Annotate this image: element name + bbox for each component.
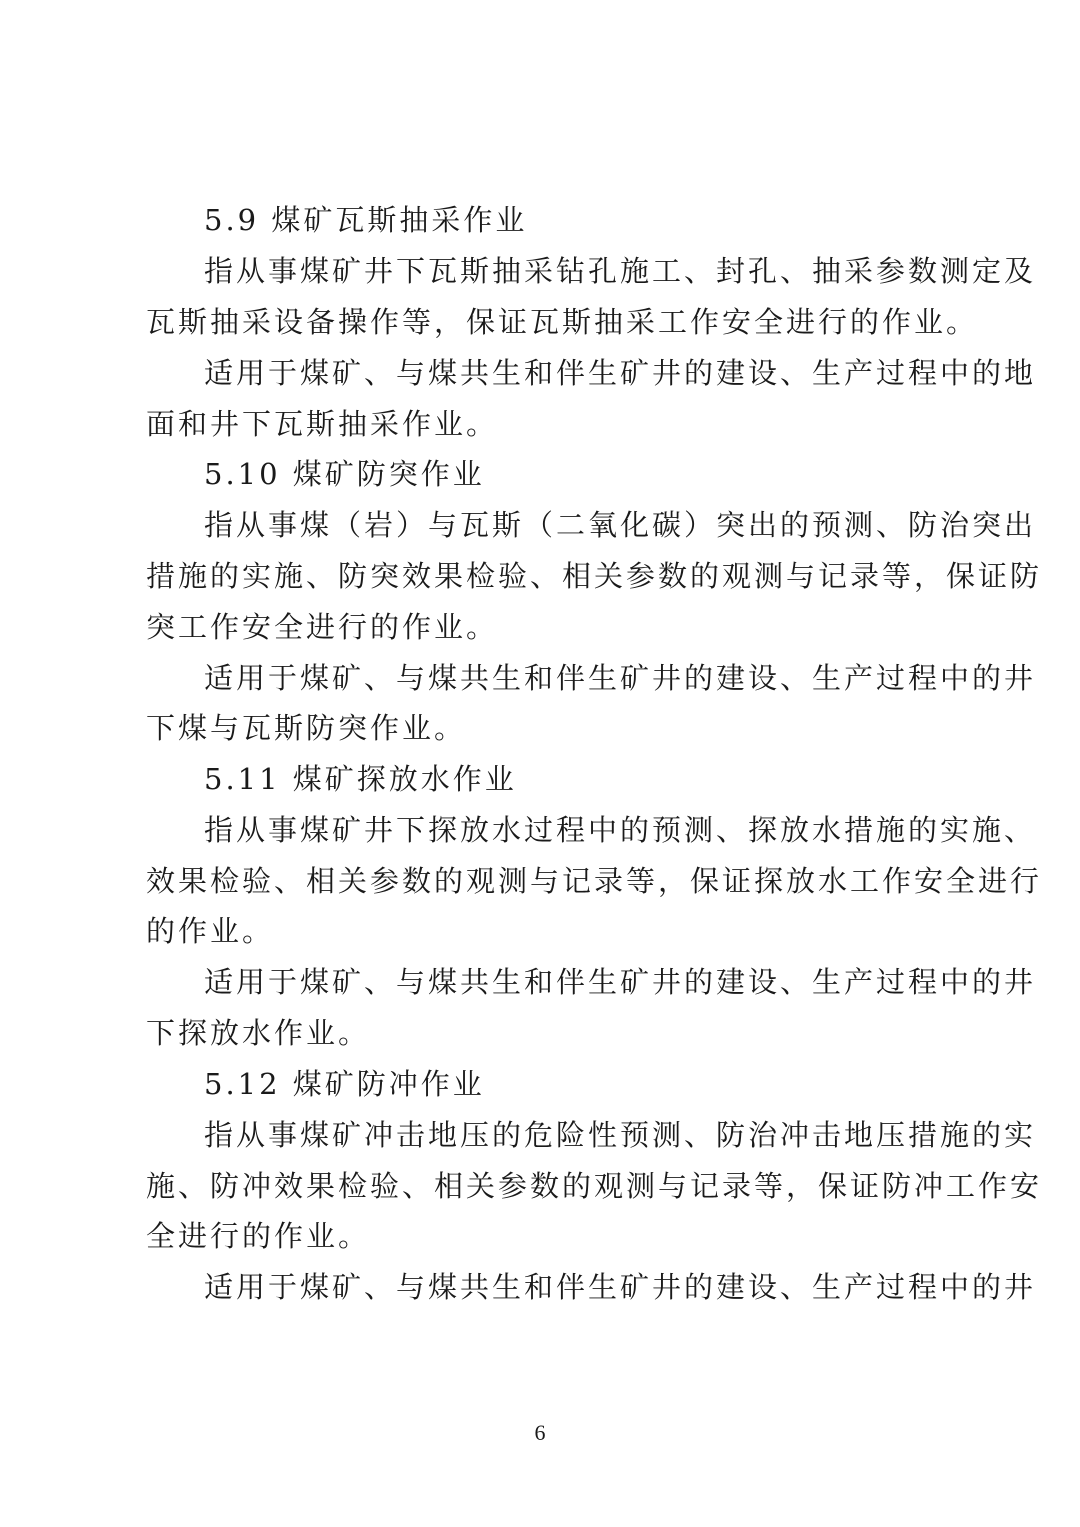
paragraph-line: 适用于煤矿、与煤共生和伴生矿井的建设、生产过程中的井 xyxy=(204,661,1037,695)
section-heading-5-9: 5.9 煤矿瓦斯抽采作业 xyxy=(204,203,528,237)
paragraph-line: 指从事煤矿井下探放水过程中的预测、探放水措施的实施、 xyxy=(204,813,1037,847)
paragraph-line: 指从事煤（岩）与瓦斯（二氧化碳）突出的预测、防治突出 xyxy=(204,508,1037,542)
paragraph-line: 突工作安全进行的作业。 xyxy=(146,610,499,644)
paragraph-line: 适用于煤矿、与煤共生和伴生矿井的建设、生产过程中的井 xyxy=(204,965,1037,999)
paragraph-line: 指从事煤矿井下瓦斯抽采钻孔施工、封孔、抽采参数测定及 xyxy=(204,254,1037,288)
paragraph-line: 效果检验、相关参数的观测与记录等，保证探放水工作安全进行 xyxy=(146,864,1043,898)
paragraph-line: 瓦斯抽采设备操作等，保证瓦斯抽采工作安全进行的作业。 xyxy=(146,305,979,339)
section-heading-5-12: 5.12 煤矿防冲作业 xyxy=(204,1067,485,1101)
section-heading-5-10: 5.10 煤矿防突作业 xyxy=(204,457,485,491)
paragraph-line: 指从事煤矿冲击地压的危险性预测、防治冲击地压措施的实 xyxy=(204,1118,1037,1152)
paragraph-line: 适用于煤矿、与煤共生和伴生矿井的建设、生产过程中的井 xyxy=(204,1270,1037,1304)
section-heading-5-11: 5.11 煤矿探放水作业 xyxy=(204,762,517,796)
paragraph-line: 面和井下瓦斯抽采作业。 xyxy=(146,407,499,441)
paragraph-line: 适用于煤矿、与煤共生和伴生矿井的建设、生产过程中的地 xyxy=(204,356,1037,390)
paragraph-line: 下探放水作业。 xyxy=(146,1016,371,1050)
paragraph-line: 全进行的作业。 xyxy=(146,1219,371,1253)
paragraph-line: 措施的实施、防突效果检验、相关参数的观测与记录等，保证防 xyxy=(146,559,1043,593)
page-number: 6 xyxy=(534,1420,546,1445)
paragraph-line: 施、防冲效果检验、相关参数的观测与记录等，保证防冲工作安 xyxy=(146,1169,1043,1203)
paragraph-line: 下煤与瓦斯防突作业。 xyxy=(146,711,467,745)
paragraph-line: 的作业。 xyxy=(146,914,275,948)
